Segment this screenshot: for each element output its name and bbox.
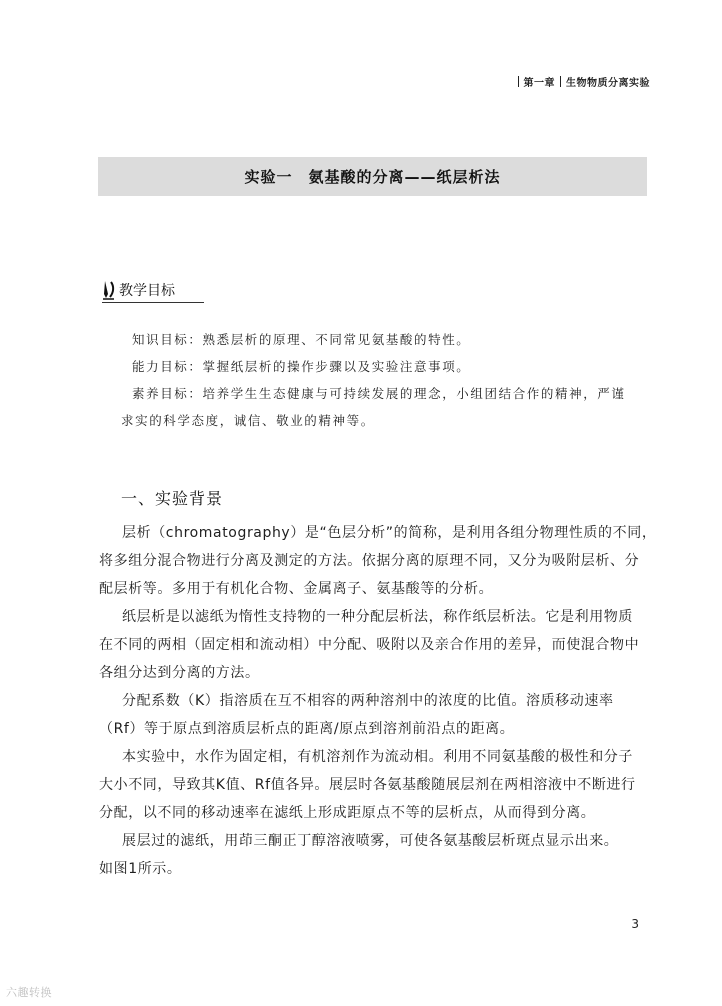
body-line: 大小不同，导致其K值、Rf值各异。展层时各氨基酸随展层剂在两相溶液中不断进行 — [99, 777, 636, 793]
objectives-heading — [102, 280, 204, 303]
body-line: 分配，以不同的移动速率在滤纸上形成距原点不等的层析点，从而得到分离。 — [99, 805, 596, 821]
body-line: 配层析等。多用于有机化合物、金属离子、氨基酸等的分析。 — [99, 581, 494, 597]
objective-item: 求实的科学态度，诚信、敬业的精神等。 — [121, 413, 375, 428]
body-line: 纸层析是以滤纸为惰性支持物的一种分配层析法，称作纸层析法。它是利用物质 — [122, 609, 633, 625]
running-header — [513, 74, 651, 89]
objective-item: 知识目标：熟悉层析的原理、不同常见氨基酸的特性。 — [132, 332, 471, 347]
header-chapter: 第一章 — [523, 78, 555, 89]
body-line: 在不同的两相（固定相和流动相）中分配、吸附以及亲合作用的差异，而使混合物中 — [99, 637, 640, 653]
body-line: 分配系数（K）指溶质在互不相容的两种溶剂中的浓度的比值。溶质移动速率 — [122, 693, 614, 709]
experiment-title: 实验一 氨基酸的分离——纸层析法 — [98, 157, 647, 196]
body-line: （Rf）等于原点到溶质层析点的距离/原点到溶剂前沿点的距离。 — [99, 721, 515, 737]
objective-item: 素养目标：培养学生生态健康与可持续发展的理念，小组团结合作的精神，严谨 — [132, 386, 626, 401]
objective-item: 能力目标：掌握纸层析的操作步骤以及实验注意事项。 — [132, 359, 471, 374]
body-line: 层析（chromatography）是“色层分析”的简称，是利用各组分物理性质的不同， — [122, 525, 657, 541]
body-line: 本实验中，水作为固定相，有机溶剂作为流动相。利用不同氨基酸的极性和分子 — [122, 749, 633, 765]
watermark: 六趣转换 — [6, 986, 52, 999]
pen-icon — [102, 280, 116, 300]
header-chapter-title: 生物物质分离实验 — [566, 78, 650, 89]
body-line: 将多组分混合物进行分离及测定的方法。依据分离的原理不同，又分为吸附层析、分 — [99, 553, 640, 569]
body-line: 各组分达到分离的方法。 — [99, 665, 260, 681]
objectives-heading-text: 教学目标 — [119, 283, 175, 299]
page-number: 3 — [631, 917, 639, 931]
body-line: 如图1所示。 — [99, 861, 182, 877]
body-line: 展层过的滤纸，用茚三酮正丁醇溶液喷雾，可使各氨基酸层析斑点显示出来。 — [122, 833, 619, 849]
header-divider — [518, 76, 519, 87]
section-heading: 一、实验背景 — [121, 489, 224, 508]
header-divider — [560, 76, 561, 87]
